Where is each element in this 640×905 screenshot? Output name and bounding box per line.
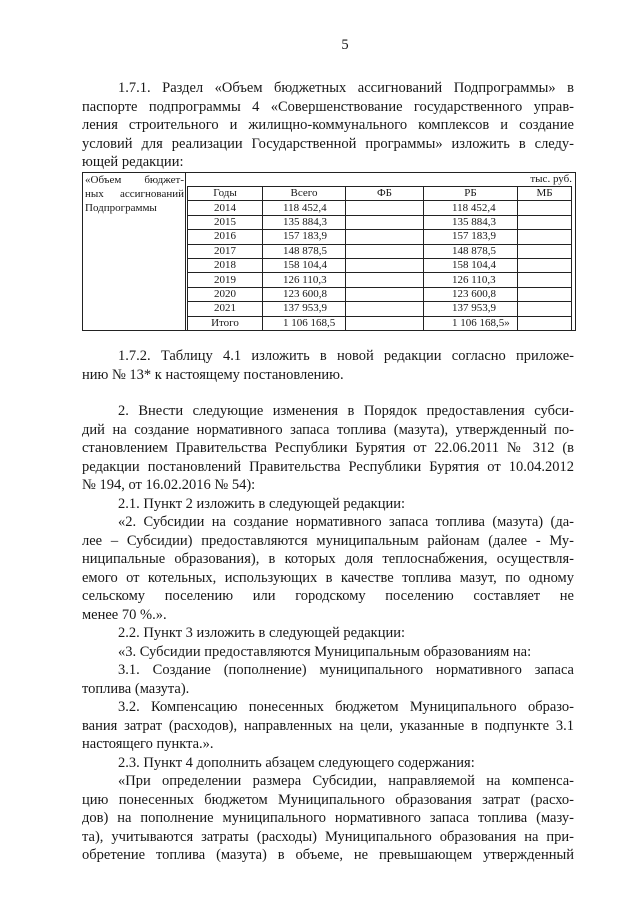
cell-rb: 118 452,4 [424, 201, 518, 215]
cell-fb [346, 302, 424, 316]
cell-fb [346, 316, 424, 330]
cell-rb: 123 600,8 [424, 287, 518, 301]
column-header-rb: РБ [424, 187, 518, 201]
paragraph [82, 495, 574, 514]
cell-rb: 126 110,3 [424, 273, 518, 287]
text-line: 3.1. Создание (пополнение) муниципального нормативного запаса [118, 662, 574, 678]
cell-fb [346, 273, 424, 287]
table-label-line: Подпрограммы [85, 202, 157, 214]
section-2 [82, 402, 574, 865]
budget-years-table [187, 186, 572, 331]
table-row [188, 201, 572, 215]
cell-year: 2018 [188, 258, 263, 272]
cell-mb [518, 302, 572, 316]
table-row [188, 287, 572, 301]
table-row [188, 230, 572, 244]
text-line: 1.7.2. Таблицу 4.1 изложить в новой редакции согласно приложе- [118, 348, 574, 364]
text-line: лее – Субсидии) предоставляются муниципальным районам (далее - Му- [82, 532, 574, 549]
cell-total: 118 452,4 [263, 201, 346, 215]
text-line: та), учитываются затраты (расходы) Муниципального образования на при- [82, 828, 574, 845]
table-row [188, 302, 572, 316]
paragraph [82, 402, 574, 495]
column-header-years: Годы [188, 187, 263, 201]
cell-mb [518, 258, 572, 272]
text-line: емого от котельных, использующих в качестве топлива мазут, по одному [82, 569, 574, 586]
cell-mb [518, 287, 572, 301]
text-line: ления строительного и жилищно-коммунального комплексов и создание [82, 117, 574, 133]
cell-fb [346, 244, 424, 258]
text-line: редакции постановлений Правительства Республики Бурятия от 10.04.2012 [82, 458, 574, 475]
table-row [188, 258, 572, 272]
text-line: ниципальные образования), в которых доля теплоснабжения, осуществля- [82, 551, 574, 567]
cell-year: Итого [188, 316, 263, 330]
cell-fb [346, 258, 424, 272]
column-header-total: Всего [263, 187, 346, 201]
table-row [188, 244, 572, 258]
cell-rb: 135 884,3 [424, 215, 518, 229]
text-line: паспорте подпрограммы 4 «Совершенствование государственного управ- [82, 98, 574, 115]
paragraph [82, 772, 574, 865]
text-line: топлива (мазута). [82, 680, 190, 697]
paragraph [82, 643, 574, 662]
cell-year: 2014 [188, 201, 263, 215]
text-line: дий на создание нормативного запаса топлива (мазута), утвержденный по- [82, 421, 574, 438]
cell-year: 2016 [188, 230, 263, 244]
cell-mb [518, 316, 572, 330]
cell-rb: 137 953,9 [424, 302, 518, 316]
text-line: 2.1. Пункт 2 изложить в следующей редакции: [118, 495, 406, 512]
text-line: «3. Субсидии предоставляются Муниципальным образованиям на: [118, 643, 532, 660]
cell-rb: 158 104,4 [424, 258, 518, 272]
table-header-row [188, 187, 572, 201]
cell-year: 2021 [188, 302, 263, 316]
cell-mb [518, 230, 572, 244]
cell-rb: 157 183,9 [424, 230, 518, 244]
text-line: обретение топлива (мазута) в объеме, не превышающем утвержденный [82, 847, 574, 863]
table-label-cell [83, 173, 186, 330]
text-line: становлением Правительства Республики Бурятия от 22.06.2011 № 312 (в [82, 440, 574, 456]
cell-year: 2020 [188, 287, 263, 301]
cell-total: 157 183,9 [263, 230, 346, 244]
text-line: условий для реализации Государственной программы» изложить в следу- [82, 135, 574, 152]
text-line: цию понесенных бюджетом Муниципального образования затрат (расхо- [82, 791, 574, 808]
page-number: 5 [341, 37, 349, 53]
cell-fb [346, 230, 424, 244]
cell-year: 2019 [188, 273, 263, 287]
cell-total: 1 106 168,5 [263, 316, 346, 330]
cell-total: 158 104,4 [263, 258, 346, 272]
cell-total: 126 110,3 [263, 273, 346, 287]
table-unit: тыс. руб. [530, 173, 572, 185]
paragraph [82, 754, 574, 773]
paragraph [82, 624, 574, 643]
text-line: дов) на пополнение муниципального нормативного запаса топлива (мазу- [82, 810, 574, 826]
paragraph [82, 513, 574, 624]
column-header-fb: ФБ [346, 187, 424, 201]
cell-rb: 1 106 168,5» [424, 316, 518, 330]
text-line: «При определении размера Субсидии, направляемой на компенса- [118, 773, 574, 789]
text-line: «2. Субсидии на создание нормативного запаса топлива (мазута) (да- [118, 514, 574, 530]
cell-fb [346, 201, 424, 215]
text-line: 2.3. Пункт 4 дополнить абзацем следующего содержания: [118, 754, 475, 771]
cell-total: 137 953,9 [263, 302, 346, 316]
text-line: 2. Внести следующие изменения в Порядок предоставления субси- [118, 403, 574, 419]
paragraph [82, 661, 574, 698]
cell-year: 2017 [188, 244, 263, 258]
cell-fb [346, 287, 424, 301]
cell-mb [518, 244, 572, 258]
text-line: 1.7.1. Раздел «Объем бюджетных ассигнований Подпрограммы» в [118, 80, 574, 96]
paragraph-1-7-2 [82, 347, 574, 384]
cell-mb [518, 273, 572, 287]
text-line: вания затрат (расходов), направленных на цели, указанные в подпункте 3.1 [82, 717, 574, 734]
table-label-line: ных ассигнований [85, 188, 184, 200]
paragraph-1-7-1 [82, 79, 574, 172]
table-row [188, 273, 572, 287]
cell-total: 123 600,8 [263, 287, 346, 301]
text-line: настоящего пункта.». [82, 736, 214, 752]
cell-rb: 148 878,5 [424, 244, 518, 258]
table-row [188, 215, 572, 229]
cell-mb [518, 215, 572, 229]
text-line: менее 70 %.». [82, 606, 167, 623]
paragraph [82, 698, 574, 754]
text-line: № 194, от 16.02.2016 № 54): [82, 477, 256, 493]
text-line: 2.2. Пункт 3 изложить в следующей редакции: [118, 625, 406, 641]
cell-total: 148 878,5 [263, 244, 346, 258]
cell-fb [346, 215, 424, 229]
table-label-line: «Объем бюджет- [85, 174, 184, 186]
cell-year: 2015 [188, 215, 263, 229]
text-line: нию № 13* к настоящему постановлению. [82, 366, 344, 383]
cell-total: 135 884,3 [263, 215, 346, 229]
table-total-row [188, 316, 572, 330]
budget-allocation-table [82, 172, 576, 331]
text-line: 3.2. Компенсацию понесенных бюджетом Муниципального образо- [118, 699, 574, 715]
column-header-mb: МБ [518, 187, 572, 201]
cell-mb [518, 201, 572, 215]
text-line: ющей редакции: [82, 154, 184, 170]
text-line: сельскому поселению или городскому поселению составляет не [82, 588, 574, 604]
